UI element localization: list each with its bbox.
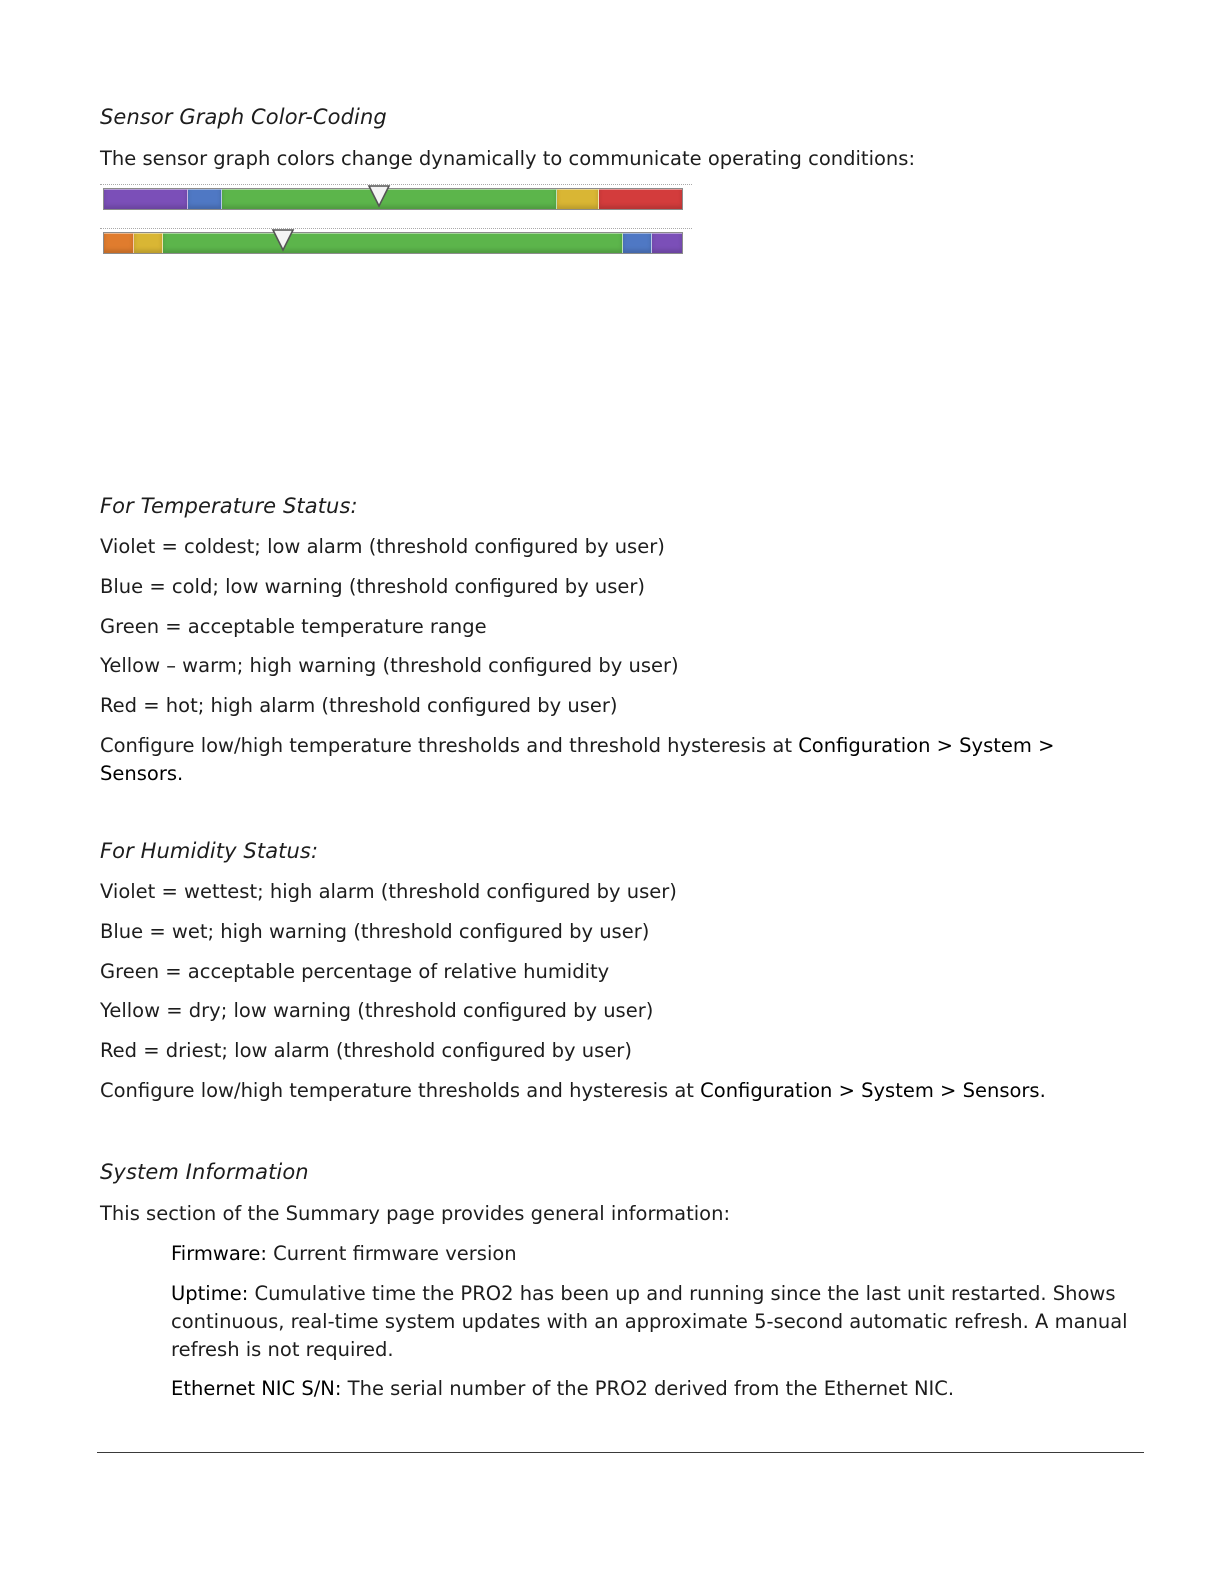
graph-bar — [103, 232, 683, 254]
yellow-segment — [134, 233, 163, 253]
temperature-item: Yellow – warm; high warning (threshold configured by user) — [100, 654, 679, 677]
field-label: Ethernet NIC S/N: — [171, 1377, 342, 1400]
orange-segment — [104, 233, 134, 253]
violet-segment — [652, 233, 682, 253]
marker-triangle-icon — [271, 228, 295, 252]
humidity-heading: For Humidity Status: — [100, 839, 319, 863]
graph-divider — [100, 228, 692, 229]
firmware-field — [171, 1240, 1131, 1268]
config-text: Configure low/high temperature thresholds and hysteresis at — [100, 1079, 701, 1102]
graph-divider — [100, 184, 692, 185]
system-info-intro: This section of the Summary page provides general information: — [100, 1202, 731, 1225]
temperature-item: Blue = cold; low warning (threshold configured by user) — [100, 575, 645, 598]
temperature-item: Violet = coldest; low alarm (threshold configured by user) — [100, 535, 665, 558]
config-text: Configure low/high temperature thresholds and threshold hysteresis at — [100, 734, 799, 757]
section-heading-graph: Sensor Graph Color-Coding — [100, 105, 387, 129]
temperature-sensor-graph — [100, 184, 692, 218]
violet-segment — [104, 189, 188, 209]
footer-rule — [97, 1452, 1144, 1453]
humidity-sensor-graph — [100, 228, 692, 262]
ethernet-nic-field — [171, 1375, 1131, 1403]
temperature-item: Red = hot; high alarm (threshold configured by user) — [100, 694, 618, 717]
humidity-item: Violet = wettest; high alarm (threshold configured by user) — [100, 880, 677, 903]
graph-bar — [103, 188, 683, 210]
green-segment — [163, 233, 623, 253]
config-path: Configuration > System > Sensors. — [700, 1079, 1046, 1102]
humidity-item: Green = acceptable percentage of relative humidity — [100, 960, 610, 983]
humidity-item: Red = driest; low alarm (threshold configured by user) — [100, 1039, 632, 1062]
blue-segment — [623, 233, 652, 253]
temperature-heading: For Temperature Status: — [100, 494, 358, 518]
field-text: Cumulative time the PRO2 has been up and running since the last unit restarted. Shows continuous, real-time system updates with an approximate 5-second automatic refresh. A manual refresh is not required. — [171, 1282, 1128, 1361]
field-text: The serial number of the PRO2 derived from the Ethernet NIC. — [341, 1377, 955, 1400]
field-text: Current firmware version — [266, 1242, 517, 1265]
blue-segment — [188, 189, 222, 209]
field-label: Firmware: — [171, 1242, 267, 1265]
marker-triangle-icon — [367, 184, 391, 208]
temperature-config-note — [100, 732, 1090, 788]
humidity-item: Yellow = dry; low warning (threshold configured by user) — [100, 999, 654, 1022]
yellow-segment — [557, 189, 599, 209]
config-path: Configuration > System > Sensors. — [100, 734, 1055, 785]
system-info-heading: System Information — [100, 1160, 309, 1184]
field-label: Uptime: — [171, 1282, 249, 1305]
uptime-field — [171, 1280, 1131, 1364]
humidity-item: Blue = wet; high warning (threshold configured by user) — [100, 920, 650, 943]
graph-intro-text: The sensor graph colors change dynamically to communicate operating conditions: — [100, 147, 916, 170]
humidity-config-note — [100, 1077, 1150, 1105]
red-segment — [599, 189, 682, 209]
temperature-item: Green = acceptable temperature range — [100, 615, 487, 638]
